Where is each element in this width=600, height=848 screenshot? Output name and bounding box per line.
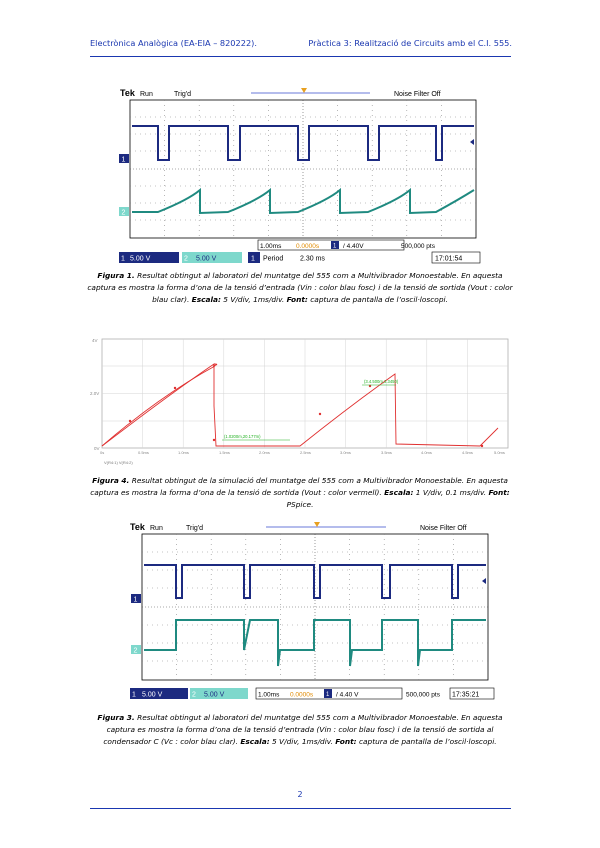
svg-text:3.5ms: 3.5ms [381, 450, 392, 455]
svg-text:4.0ms: 4.0ms [421, 450, 432, 455]
ch2-scale: 5.00 V [196, 255, 217, 263]
running-header-course: Electrònica Analògica (EA-EIA – 820222). [90, 38, 257, 48]
trace-legend: V(R4:1) V(R4:2) [104, 460, 133, 465]
sample-rate: 500,000 pts [406, 691, 440, 699]
footer-rule [90, 808, 511, 809]
svg-text:1.5ms: 1.5ms [219, 450, 230, 455]
figure-1-scope-screenshot [118, 86, 484, 266]
ch1-scale: 5.00 V [142, 691, 163, 699]
svg-text:2.5ms: 2.5ms [300, 450, 311, 455]
header-rule [90, 56, 511, 57]
scope-clock: 17:01:54 [435, 255, 463, 263]
y-tick-mid: 2.0V [90, 391, 100, 396]
scope-brand: Tek [130, 522, 145, 532]
trigger-level: / 4.40V [343, 243, 364, 250]
svg-text:1: 1 [121, 255, 125, 263]
svg-text:1: 1 [132, 691, 136, 699]
page-number: 2 [297, 790, 303, 799]
svg-text:3.0ms: 3.0ms [340, 450, 351, 455]
scope-clock: 17:35:21 [452, 691, 480, 699]
trigger-level: / 4.40 V [336, 691, 359, 699]
time-per-div: 1.00ms [260, 243, 282, 250]
figure-1-caption: Figura 1. Resultat obtingut al laboratori del muntatge del 555 com a Multivibrador Monoestable. En aquesta captura es mostra la forma d’ona de la tensió d’entrada (Vin : color blau fosc) i de la tensió de sortida (Vout : color blau clar). Escala: 5 V/div, 1ms/div. Font: captura de pantalla de l’oscil·loscopi. [87, 271, 513, 305]
figure-3-scope-screenshot [128, 520, 496, 705]
scope-brand: Tek [120, 88, 135, 98]
scope-run-status: Run [140, 91, 153, 98]
svg-text:2: 2 [133, 647, 138, 655]
svg-text:4.5ms: 4.5ms [462, 450, 473, 455]
svg-text:1.0ms: 1.0ms [178, 450, 189, 455]
trigger-offset: 0.0000s [290, 691, 314, 699]
ch2-scale: 5.00 V [204, 691, 225, 699]
svg-text:2: 2 [121, 209, 126, 217]
scope-trig-status: Trig'd [174, 91, 192, 98]
svg-text:2: 2 [192, 691, 196, 699]
sample-rate: 500,000 pts [401, 243, 435, 250]
svg-text:1: 1 [251, 255, 255, 263]
measurement-value: 2.30 ms [300, 255, 325, 263]
scope-noise-filter: Noise Filter Off [394, 91, 441, 98]
y-tick-bottom: 0V [94, 446, 100, 451]
figure-4-pspice-plot [90, 336, 512, 468]
y-tick-top: 4V [92, 338, 98, 343]
trigger-offset: 0.0000s [296, 243, 320, 250]
svg-text:1: 1 [133, 596, 138, 604]
cursor-lower-readout: (1.0200m,20.177m) [224, 434, 261, 439]
svg-text:0s: 0s [100, 450, 105, 455]
svg-text:1: 1 [121, 156, 126, 164]
ch1-scale: 5.00 V [130, 255, 151, 263]
trigger-channel: 1 [326, 692, 330, 698]
time-per-div: 1.00ms [258, 691, 280, 699]
figure-3-caption: Figura 3. Resultat obtingut al laboratori del muntatge del 555 com a Multivibrador Monoestable. En aquesta captura es mostra la forma d’ona de la tensió d’entrada (Vin : color blau fosc) i de la tensió de sortida al condensador C (Vc : color blau clar). Escala: 5 V/div, 1ms/div. Font: captura de pantalla de l’oscil·loscopi. [97, 713, 503, 747]
figure-4-caption: Figura 4. Resultat obtingut de la simulació del muntatge del 555 com a Multivibrador Monoestable. En aquesta captura es mostra la forma d’ona de la tensió de sortida (Vout : color vermell). Escala: 1 V/div, 0.1 ms/div. Font: PSpice. [90, 476, 510, 510]
svg-text:0.5ms: 0.5ms [138, 450, 149, 455]
trigger-channel: 1 [333, 243, 337, 250]
measurement-label: Period [263, 255, 284, 263]
svg-text:2.0ms: 2.0ms [259, 450, 270, 455]
scope-run-status: Run [150, 525, 163, 532]
scope-trig-status: Trig'd [186, 525, 204, 532]
running-header-practice: Pràctica 3: Realització de Circuits amb el C.I. 555. [308, 38, 512, 48]
svg-text:2: 2 [184, 255, 188, 263]
svg-text:5.0ms: 5.0ms [494, 450, 505, 455]
cursor-upper-readout: (3.4.500m,3.3450) [364, 379, 399, 384]
scope-noise-filter: Noise Filter Off [420, 525, 467, 532]
